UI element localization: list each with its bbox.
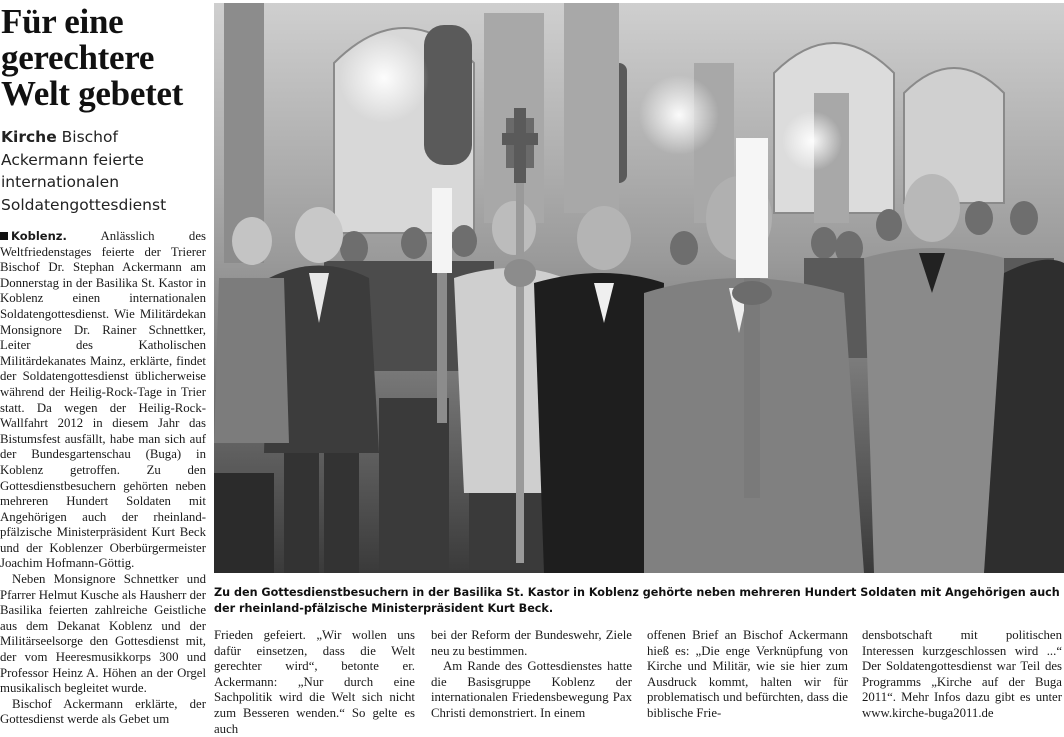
text-column-1 <box>214 628 415 737</box>
text-column-3 <box>647 628 848 722</box>
column-1-paragraph-1: Frieden gefeiert. „Wir wollen uns dafür einsetzen, dass die Welt gerechter wird“, betonte er. Ackermann: „Nur durch eine Sachpolitik wird die Welt sich nicht zum Besseren wenden.“ So gelte es auch <box>214 628 415 736</box>
column-3-paragraph-1: offenen Brief an Bischof Ackermann hieß es: „Die enge Verknüpfung von Kirche und Militär, wie sie hier zum Ausdruck kommt, halten wir für problematisch und befürchten, dass die biblische Frie- <box>647 628 848 720</box>
kicker-text: Bischof Ackermann feierte internationalen Soldatengottesdienst <box>1 128 167 214</box>
lead-paragraph-2: Neben Monsignore Schnettker und Pfarrer Helmut Kusche als Hausherr der Basilika feierten zahlreiche Geistliche aus dem Dekanat Koblenz und der Militärseelsorge den Gottesdienst mit, der vom Heeresmusikkorps 300 und Professor Heinz A. Höhen an der Orgel musikalisch begleitet wurde. <box>0 572 206 696</box>
text-column-4 <box>862 628 1062 722</box>
chandelier-light-3 <box>782 111 842 171</box>
lead-paragraph-3: Bischof Ackermann erklärte, der Gottesdienst werde als Gebet um <box>0 696 206 727</box>
bullet-square-icon <box>0 232 8 240</box>
pew-left <box>214 473 274 573</box>
lead-paragraph-1-text: Anlässlich des Weltfriedenstages feierte der Trierer Bischof Dr. Stephan Ackermann am Donnerstag in der Basilika St. Kastor in Koblenz einen internationalen Soldatengottesdienst. Wie Militärdekan Monsignore Dr. Rainer Schnettker, Leiter des Katholischen Militärdekanates Mainz, erklärte, findet der Soldatengottesdienst üblicherweise während der Heilig-Rock-Tage in Trier statt. Da wegen der Heilig-Rock-Wallfahrt 2012 in diesem Jahr das Bistumsfest ausfällt, habe man sich auf der Bundesgartenschau (Buga) in Koblenz getroffen. Zu den Gottesdienstbesuchern gehörten neben mehreren Hundert Soldaten mit Angehörigen auch der rheinland-pfälzische Ministerpräsident Kurt Beck und der Koblenzer Oberbürgermeister Joachim Hofmann-Göttig. <box>0 229 206 571</box>
headline-line-3: Welt gebetet <box>1 74 184 113</box>
headline <box>1 4 206 112</box>
kicker <box>1 126 206 216</box>
dateline: Koblenz. <box>11 229 67 243</box>
headline-line-2: gerechtere <box>1 38 155 77</box>
left-column <box>0 0 206 729</box>
kicker-topic: Kirche <box>1 128 57 146</box>
text-column-2 <box>431 628 632 722</box>
pew-center <box>379 398 449 573</box>
lead-text <box>0 229 206 728</box>
church-service-photo <box>214 3 1064 573</box>
headline-line-1: Für eine <box>1 2 124 41</box>
column-2-paragraph-1: bei der Reform der Bundeswehr, Ziele neu zu bestimmen. <box>431 628 632 658</box>
chandelier-light-1 <box>339 33 429 123</box>
column-4-paragraph-1: densbotschaft mit politischen Interessen kurzgeschlossen wird ...“ Der Soldatengottesdienst war Teil des Programms „Kirche auf der Buga 2011“. Mehr Infos dazu gibt es unter www.kirche-buga2011.de <box>862 628 1062 720</box>
news-photo <box>214 3 1064 573</box>
column-2-paragraph-2: Am Rande des Gottesdienstes hatte die Basisgruppe Koblenz der internationalen Friedensbewegung Pax Christi demonstriert. In einem <box>431 659 632 720</box>
lead-paragraph-1 <box>0 229 206 572</box>
photo-caption: Zu den Gottesdienstbesuchern in der Basilika St. Kastor in Koblenz gehörte neben mehreren Hundert Soldaten mit Angehörigen auch der rheinland-pfälzische Ministerpräsident Kurt Beck. <box>214 586 1060 615</box>
chandelier-light-2 <box>639 75 719 155</box>
